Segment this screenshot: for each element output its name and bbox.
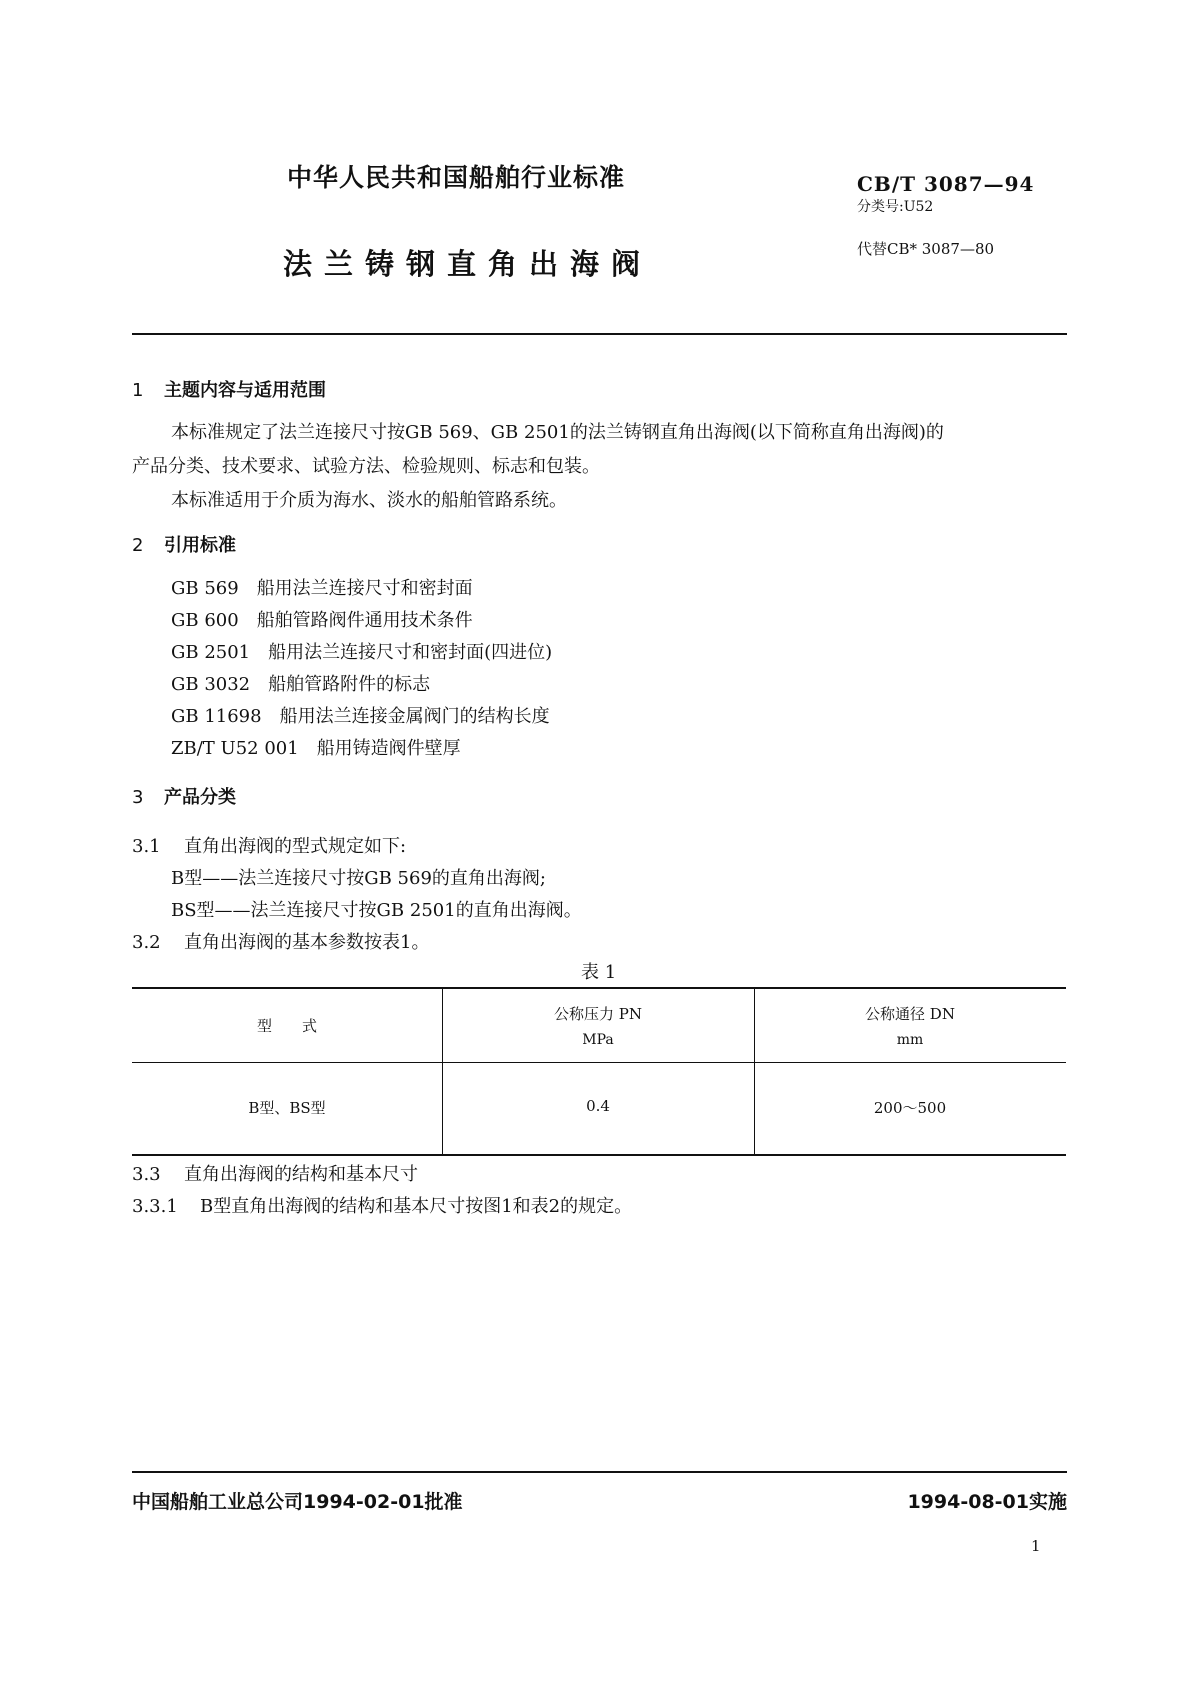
reference-title: 船用法兰连接尺寸和密封面	[256, 578, 473, 599]
page-number: 1	[1031, 1537, 1041, 1555]
standard-code: CB/T 3087—94	[857, 172, 1035, 196]
table-caption: 表 1	[581, 962, 617, 983]
reference-code: GB 11698	[171, 706, 262, 727]
clause-number: 3.3.1	[132, 1196, 178, 1217]
section-number: 1	[132, 380, 144, 401]
section-number: 2	[132, 535, 144, 556]
table-header-type: 型 式	[256, 1017, 317, 1035]
reference-item	[171, 670, 430, 696]
reference-item	[171, 734, 461, 760]
section-title: 产品分类	[164, 787, 236, 808]
header-label: 公称压力 PN	[554, 1005, 642, 1023]
table-cell-diameter: 200～500	[873, 1099, 947, 1117]
clause-text: 直角出海阀的型式规定如下:	[184, 836, 407, 857]
reference-code: GB 600	[171, 610, 239, 631]
reference-title: 船用法兰连接尺寸和密封面(四进位)	[268, 642, 553, 663]
parameter-table	[132, 987, 1066, 1156]
approval-statement: 中国船舶工业总公司1994-02-01批准	[132, 1491, 463, 1513]
table-header-divider	[132, 1062, 1066, 1063]
clause-3-2	[132, 928, 429, 954]
clause-3-3	[132, 1160, 418, 1186]
table-cell-pressure: 0.4	[586, 1097, 610, 1115]
section-1-heading	[132, 376, 326, 402]
type-bs-definition: BS型——法兰连接尺寸按GB 2501的直角出海阀。	[171, 900, 582, 921]
reference-title: 船用法兰连接金属阀门的结构长度	[279, 706, 550, 727]
standard-org-title: 中华人民共和国船舶行业标准	[287, 163, 626, 192]
clause-3-1	[132, 832, 406, 858]
header-unit: mm	[896, 1032, 924, 1048]
reference-code: GB 569	[171, 578, 239, 599]
clause-number: 3.1	[132, 836, 161, 857]
section-3-heading	[132, 783, 236, 809]
header-divider	[132, 333, 1067, 335]
reference-title: 船舶管路阀件通用技术条件	[256, 610, 473, 631]
clause-number: 3.3	[132, 1164, 161, 1185]
section-1-paragraph-2: 本标准适用于介质为海水、淡水的船舶管路系统。	[171, 490, 567, 511]
section-title: 主题内容与适用范围	[164, 380, 326, 401]
clause-number: 3.2	[132, 932, 161, 953]
document-title: 法兰铸钢直角出海阀	[283, 247, 653, 281]
clause-text: 直角出海阀的基本参数按表1。	[184, 932, 430, 953]
reference-title: 船用铸造阀件壁厚	[316, 738, 461, 759]
reference-code: ZB/T U52 001	[171, 738, 299, 759]
clause-text: 直角出海阀的结构和基本尺寸	[184, 1164, 418, 1185]
section-1-paragraph-1-line-2: 产品分类、技术要求、试验方法、检验规则、标志和包装。	[132, 456, 600, 477]
clause-3-3-1	[132, 1192, 632, 1218]
reference-title: 船舶管路附件的标志	[268, 674, 431, 695]
reference-item	[171, 638, 552, 664]
header-label: 公称通径 DN	[865, 1005, 955, 1023]
clause-text: B型直角出海阀的结构和基本尺寸按图1和表2的规定。	[200, 1196, 633, 1217]
replaces-standard: 代替CB* 3087—80	[857, 240, 995, 258]
footer-divider	[132, 1471, 1067, 1473]
section-number: 3	[132, 787, 144, 808]
reference-code: GB 3032	[171, 674, 251, 695]
header-unit: MPa	[582, 1032, 614, 1048]
table-header-pressure	[442, 1003, 754, 1048]
effective-date: 1994-08-01实施	[907, 1491, 1067, 1513]
classification-number: 分类号:U52	[857, 199, 934, 215]
section-1-paragraph-1-line-1: 本标准规定了法兰连接尺寸按GB 569、GB 2501的法兰铸钢直角出海阀(以下简称直角出海阀)的	[171, 422, 944, 443]
type-b-definition: B型——法兰连接尺寸按GB 569的直角出海阀;	[171, 868, 546, 889]
reference-item	[171, 574, 473, 600]
reference-code: GB 2501	[171, 642, 251, 663]
reference-item	[171, 702, 550, 728]
section-2-heading	[132, 531, 236, 557]
table-header-diameter	[754, 1003, 1066, 1048]
table-cell-type: B型、BS型	[248, 1099, 326, 1117]
section-title: 引用标准	[164, 535, 236, 556]
reference-item	[171, 606, 473, 632]
